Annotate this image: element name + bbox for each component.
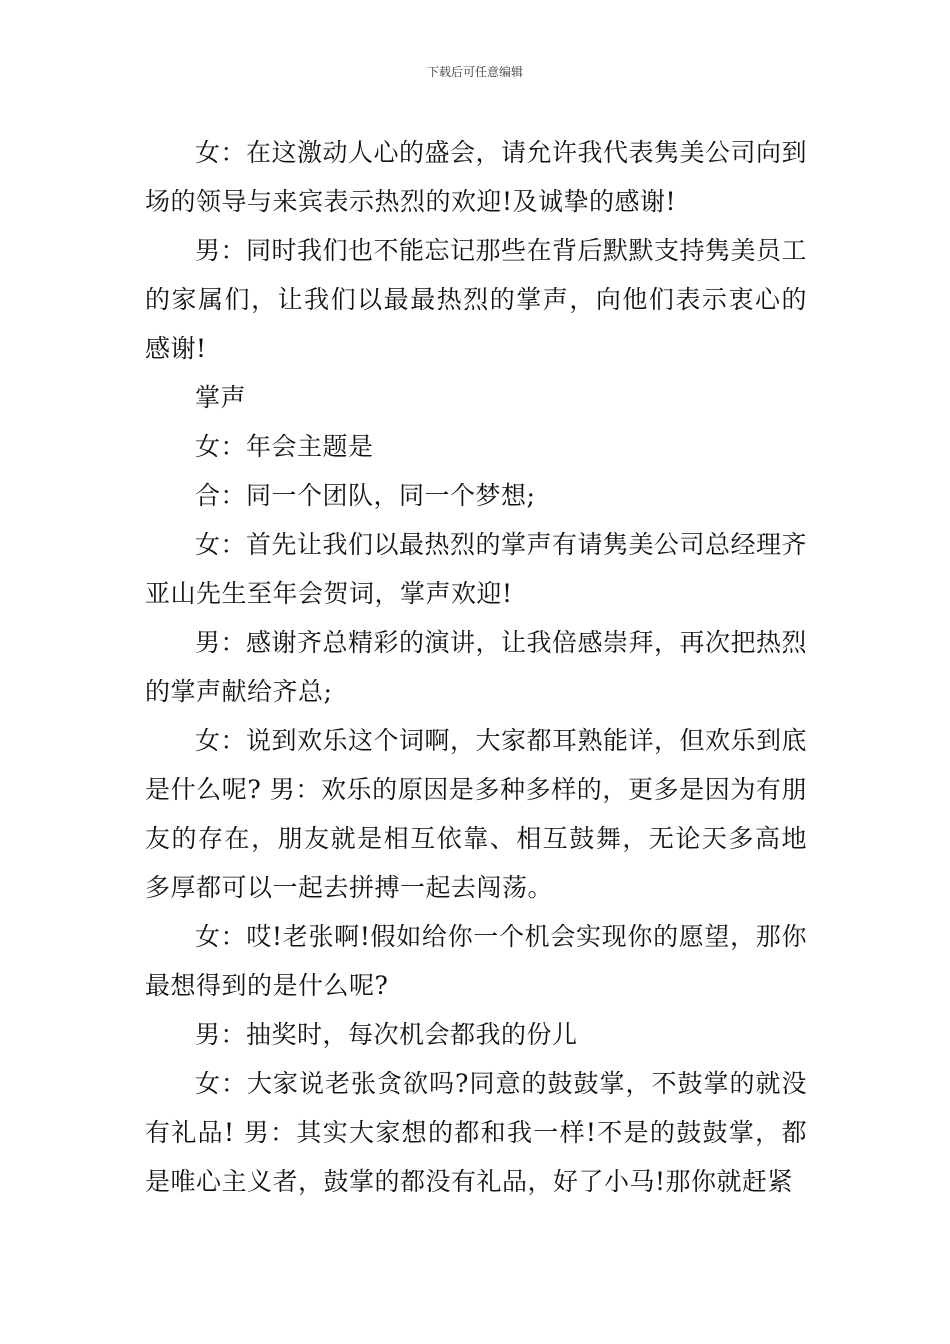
paragraph: 合：同一个团队，同一个梦想; — [195, 481, 536, 510]
paragraph: 女：哎!老张啊!假如给你一个机会实现你的愿望，那你最想得到的是什么呢? — [145, 922, 807, 1000]
paragraph: 女：年会主题是 — [195, 432, 374, 461]
paragraph: 女：首先让我们以最热烈的掌声有请隽美公司总经理齐亚山先生至年会贺词，掌声欢迎! — [145, 530, 808, 608]
paragraph: 女：大家说老张贪欲吗?同意的鼓鼓掌，不鼓掌的就没有礼品! 男：其实大家想的都和我一样!不是的鼓鼓掌，都是唯心主义者，鼓掌的都没有礼品，好了小马!那你就赶紧 — [145, 1069, 807, 1196]
paragraph: 男：感谢齐总精彩的演讲，让我倍感崇拜，再次把热烈的掌声献给齐总; — [145, 628, 808, 706]
page-header: 下载后可任意编辑 — [426, 65, 523, 79]
paragraph: 掌声 — [195, 383, 247, 412]
document-body — [145, 128, 807, 1206]
paragraph: 男：抽奖时，每次机会都我的份儿 — [195, 1020, 578, 1049]
paragraph: 男：同时我们也不能忘记那些在背后默默支持隽美员工的家属们，让我们以最最热烈的掌声，向他们表示衷心的感谢! — [145, 236, 808, 363]
paragraph: 女：说到欢乐这个词啊，大家都耳熟能详，但欢乐到底是什么呢? 男：欢乐的原因是多种多样的，更多是因为有朋友的存在，朋友就是相互依靠、相互鼓舞，无论天多高地多厚都可以一起去拼搏一起去闯荡。 — [145, 726, 808, 902]
paragraph: 女：在这激动人心的盛会，请允许我代表隽美公司向到场的领导与来宾表示热烈的欢迎!及诚挚的感谢! — [145, 138, 808, 216]
